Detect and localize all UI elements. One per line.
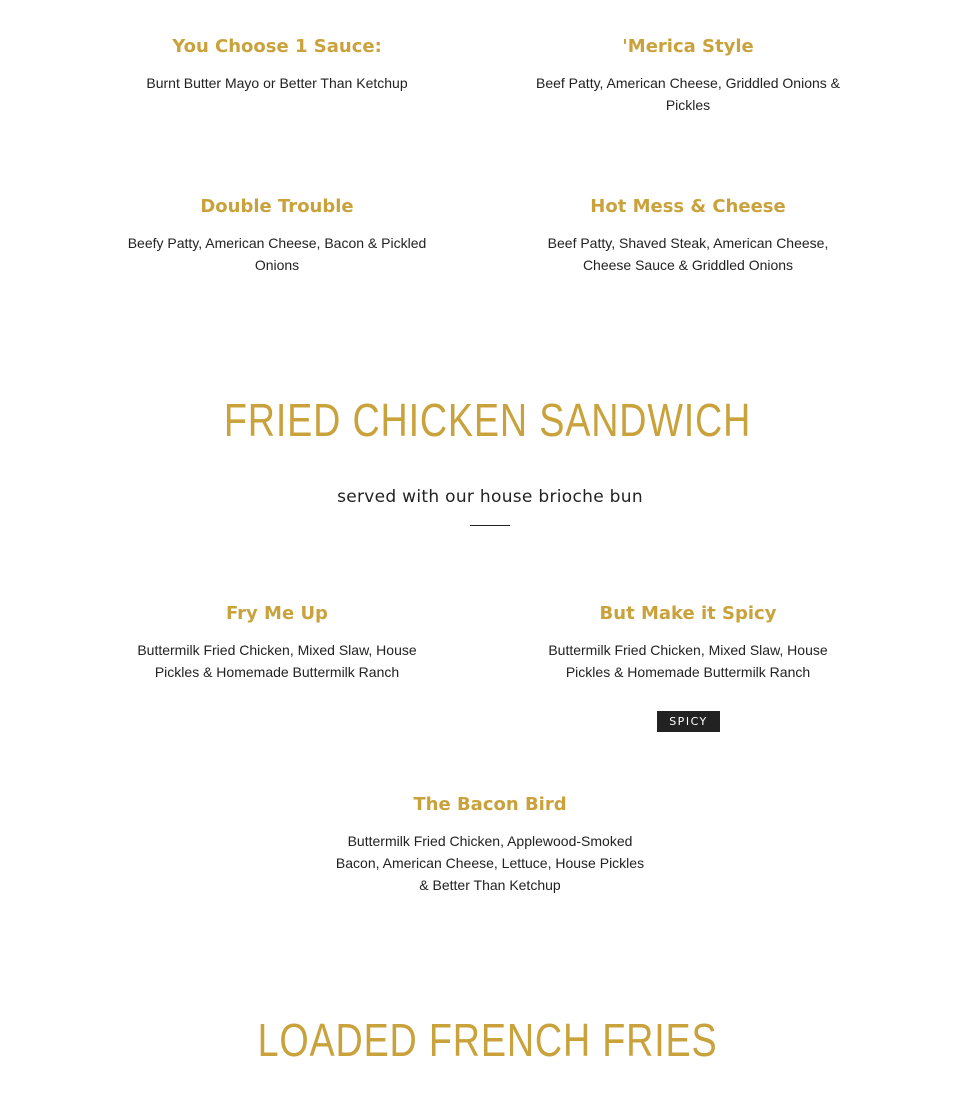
- menu-item-description: Buttermilk Fried Chicken, Mixed Slaw, House Pickles & Homemade Buttermilk Ranch: [548, 642, 828, 680]
- menu-item-title: Fry Me Up: [226, 603, 328, 624]
- menu-item-description: Buttermilk Fried Chicken, Applewood-Smoked Bacon, American Cheese, Lettuce, House Pickles & Better Than Ketchup: [335, 833, 645, 893]
- section-subtitle: served with our house brioche bun: [337, 487, 643, 507]
- menu-item-double-trouble: [117, 196, 437, 276]
- menu-item-merica-style: [528, 36, 848, 116]
- section-title-loaded-fries: LOADED FRENCH FRIES: [257, 1014, 718, 1066]
- menu-item-description: Beef Patty, American Cheese, Griddled Onions & Pickles: [535, 75, 840, 113]
- menu-item-title: The Bacon Bird: [413, 794, 567, 815]
- menu-item-description: Beefy Patty, American Cheese, Bacon & Pickled Onions: [127, 235, 427, 273]
- section-title-fried-chicken: FRIED CHICKEN SANDWICH: [223, 394, 752, 446]
- menu-item-the-bacon-bird: [335, 794, 645, 896]
- menu-item-title: But Make it Spicy: [599, 603, 777, 624]
- menu-item-fry-me-up: [127, 603, 427, 683]
- menu-item-title: 'Merica Style: [622, 36, 754, 57]
- menu-item-description: Burnt Butter Mayo or Better Than Ketchup: [146, 75, 408, 91]
- menu-item-description: Beef Patty, Shaved Steak, American Cheese, Cheese Sauce & Griddled Onions: [547, 235, 829, 273]
- menu-item-description: Buttermilk Fried Chicken, Mixed Slaw, House Pickles & Homemade Buttermilk Ranch: [137, 642, 417, 680]
- menu-item-but-make-it-spicy: [538, 603, 838, 683]
- menu-item-title: You Choose 1 Sauce:: [172, 36, 382, 57]
- menu-item-title: Hot Mess & Cheese: [590, 196, 786, 217]
- menu-item-you-choose-sauce: [117, 36, 437, 94]
- menu-item-title: Double Trouble: [200, 196, 354, 217]
- spicy-badge: SPICY: [657, 711, 720, 732]
- menu-item-hot-mess-cheese: [538, 196, 838, 276]
- section-divider: [470, 525, 510, 526]
